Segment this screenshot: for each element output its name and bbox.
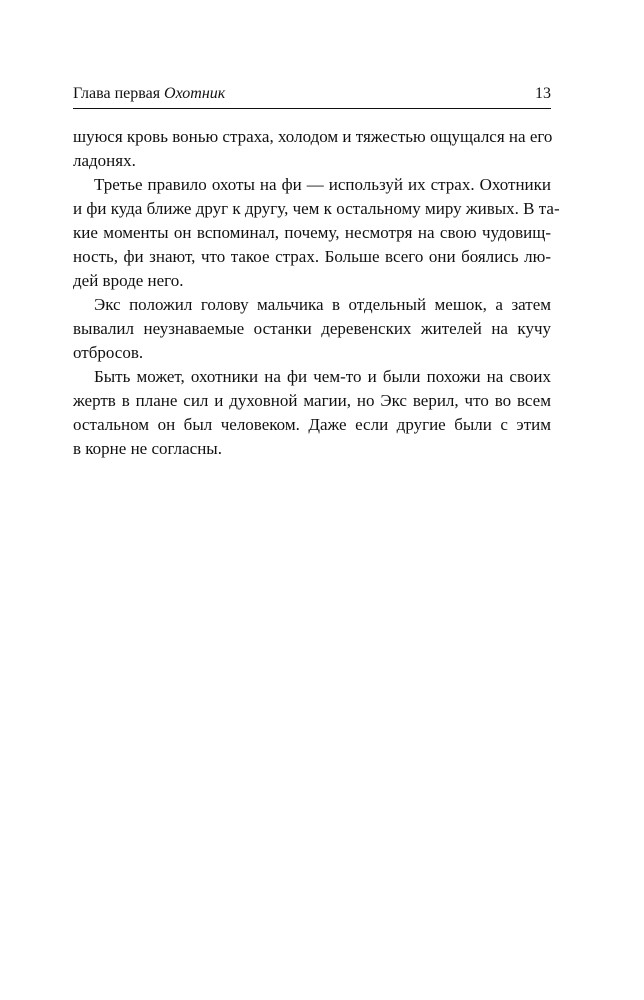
chapter-label: Глава первая bbox=[73, 85, 165, 102]
text-line: ладонях. bbox=[73, 151, 136, 170]
text-line: Третье правило охоты на фи — используй их страх. Охотники bbox=[94, 175, 551, 194]
paragraph bbox=[73, 125, 551, 173]
body-text bbox=[73, 125, 560, 461]
text-line: дей вроде него. bbox=[73, 271, 184, 290]
chapter-heading bbox=[73, 84, 225, 104]
page-number: 13 bbox=[535, 85, 551, 102]
text-line: шуюся кровь вонью страха, холодом и тяжестью ощущался на его bbox=[73, 127, 553, 146]
text-line: жертв в плане сил и духовной магии, но Экс верил, что во всем bbox=[73, 391, 551, 410]
text-line: вывалил неузнаваемые останки деревенских жителей на кучу bbox=[73, 319, 551, 338]
chapter-title: Охотник bbox=[164, 85, 226, 102]
text-line: кие моменты он вспоминал, почему, несмотря на свою чудовищ- bbox=[73, 223, 551, 242]
paragraph bbox=[73, 365, 551, 461]
text-line: отбросов. bbox=[73, 343, 144, 362]
paragraph bbox=[73, 173, 560, 293]
text-line: остальном он был человеком. Даже если другие были с этим bbox=[73, 415, 551, 434]
text-line: Экс положил голову мальчика в отдельный мешок, а затем bbox=[94, 295, 551, 314]
text-line: и фи куда ближе друг к другу, чем к остальному миру живых. В та- bbox=[73, 199, 560, 218]
running-header bbox=[73, 84, 551, 104]
header-rule bbox=[73, 108, 551, 109]
paragraph bbox=[73, 293, 551, 365]
text-line: в корне не согласны. bbox=[73, 439, 222, 458]
text-line: Быть может, охотники на фи чем-то и были похожи на своих bbox=[94, 367, 551, 386]
text-line: ность, фи знают, что такое страх. Больше всего они боялись лю- bbox=[73, 247, 551, 266]
